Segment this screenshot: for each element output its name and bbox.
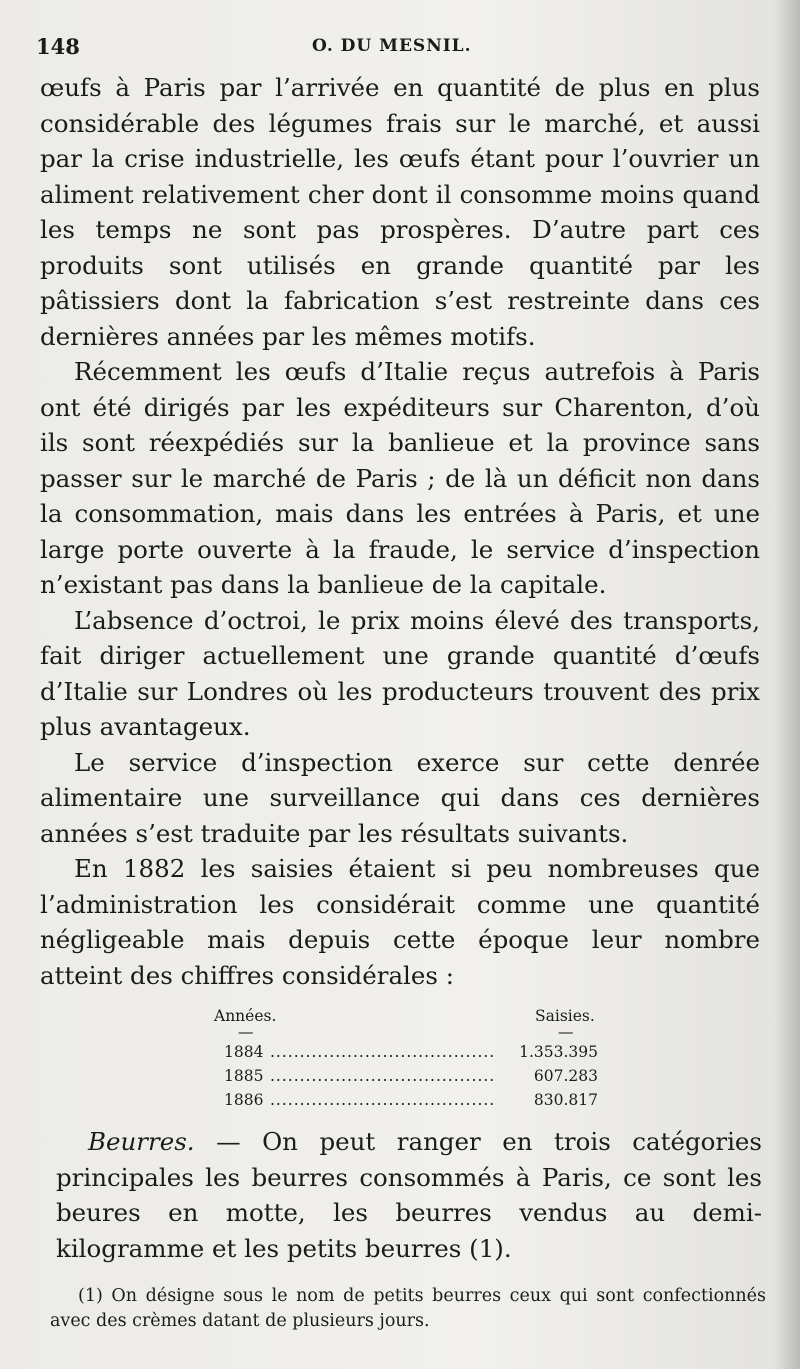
column-header-years: Années. (214, 1007, 277, 1025)
leader-dots: ...................................... (270, 1067, 496, 1085)
paragraph-3: L’absence d’octroi, le prix moins élevé des transports, fait diriger actuellement une grande quantité d’œufs d’Italie sur Londres où les producteurs trouvent des prix plus avantageux. (40, 605, 760, 741)
table-header (200, 1004, 620, 1026)
row-seizures: 607.283 (533, 1067, 598, 1085)
dash-seizures: — (558, 1023, 574, 1041)
column-header-seizures: Saisies. (535, 1007, 595, 1025)
paragraph-2: Récemment les œufs d’Italie reçus autrefois à Paris ont été dirigés par les expéditeurs sur Charenton, d’où ils sont réexpédiés sur la banlieue et la province sans passer sur le marché de Paris ; de là un déficit non dans la consommation, mais dans les entrées à Paris, et une large porte ouverte à la fraude, le service d’inspection n’existant pas dans la banlieue de la capitale. (40, 357, 760, 599)
row-year: 1885 (224, 1067, 264, 1085)
footnote-text: (1) On désigne sous le nom de petits beurres ceux qui sont confectionnés avec des crèmes datant de plusieurs jours. (50, 1286, 766, 1331)
leader-dots: ...................................... (270, 1091, 496, 1109)
main-text (40, 70, 760, 993)
page-header (36, 34, 756, 64)
row-year: 1884 (224, 1043, 264, 1061)
table-row (200, 1040, 620, 1064)
row-seizures: 830.817 (533, 1091, 598, 1109)
seizures-table (200, 1004, 620, 1112)
paragraph-1: œufs à Paris par l’arrivée en quantité de plus en plus considérable des légumes frais sur le marché, et aussi par la crise industrielle, les œufs étant pour l’ouvrier un aliment relativement cher dont il consomme moins quand les temps ne sont pas prospères. D’autre part ces produits sont utilisés en grande quantité par les pâtissiers dont la fabrication s’est restreinte dans ces dernières années par les mêmes motifs. (40, 73, 760, 351)
running-title: O. DU MESNIL. (312, 36, 472, 56)
paragraph-5: En 1882 les saisies étaient si peu nombreuses que l’administration les considérait comme une quantité négligeable mais depuis cette époque leur nombre atteint des chiffres considérales : (40, 854, 760, 990)
table-dash-row (200, 1023, 620, 1041)
page-spine-shadow (774, 0, 800, 1369)
beurres-text: — On peut ranger en trois catégories principales les beurres consommés à Paris, ce sont les beures en motte, les beurres vendus au demi-kilogramme et les petits beurres (1). (56, 1127, 762, 1263)
table-row (200, 1064, 620, 1088)
page-number: 148 (36, 34, 80, 59)
beurres-section (56, 1124, 762, 1266)
beurres-paragraph (56, 1124, 762, 1266)
row-seizures: 1.353.395 (519, 1043, 598, 1061)
paragraph-4: Le service d’inspection exerce sur cette denrée alimentaire une surveillance qui dans ces dernières années s’est traduite par les résultats suivants. (40, 747, 760, 848)
beurres-heading: Beurres. (88, 1127, 195, 1156)
dash-years: — (238, 1023, 254, 1041)
leader-dots: ...................................... (270, 1043, 496, 1061)
table-row (200, 1088, 620, 1112)
row-year: 1886 (224, 1091, 264, 1109)
footnote (50, 1284, 766, 1334)
